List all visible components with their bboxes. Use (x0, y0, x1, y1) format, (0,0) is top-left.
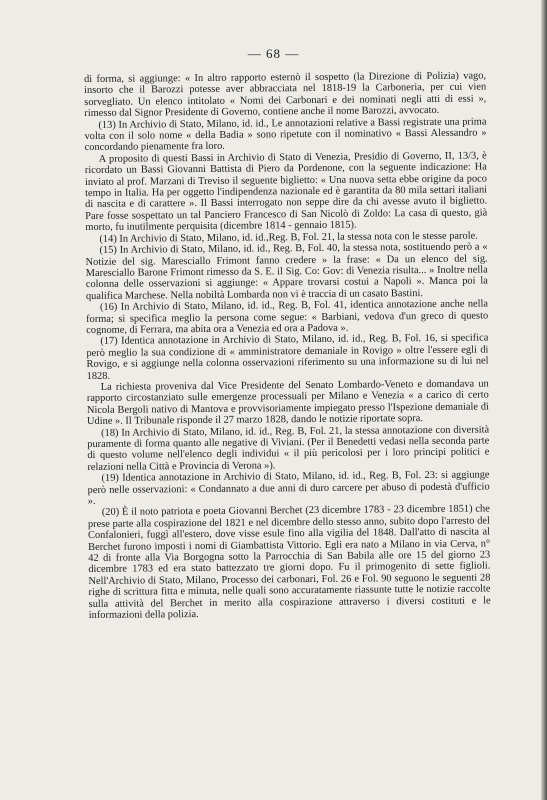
paragraph: La richiesta proveniva dal Vice Presidente del Senato Lombardo-Veneto e domandava un rapporto circostanziato sulle emergenze processuali per Milano e Venezia « a carico di certo Nicola Bergoli nativo di Mantova e provvisoriamente impiegato presso l'Ispezione demaniale di Udine ». Il Tribunale risponde il 27 marzo 1828, dando le notizie riportate sopra. (86, 378, 489, 428)
paragraph: (14) In Archivio di Stato, Milano, id. id.,Reg. B, Fol. 21, la stessa nota con le stesse parole. (99, 230, 478, 245)
paragraph: (19) Identica annotazione in Archivio di Stato, Milano, id. id., Reg. B, Fol. 23: si aggiunge però nelle osservazioni: « Condannato a due anni di duro carcere per abuso di podestà d'ufficio ». (87, 469, 490, 508)
page-number: — 68 — (247, 46, 300, 61)
page-edge-shadow (541, 0, 547, 800)
paragraph: (16) In Archivio di Stato, Milano, id. id., Reg. B, Fol. 41, identica annotazione anche nella forma; si specifica meglio la persona come segue: « Barbiani, vedova d'un greco di questo cognome, di Ferrara, ma abita ora a Venezia ed ora a Padova ». (86, 298, 489, 336)
paragraph: (15) In Archivio di Stato, Milano, id. id., Reg. B, Fol. 40, la stessa nota, sostituendo però a « Notizie del sig. Maresciallo Frimont fanno credere » la frase: « Da un elenco del sig. Maresciallo Barone Frimont rimesso da S. E. il Sig. Co: Gov: di Venezia risulta... » Inoltre nella colonna delle osservazioni si aggiunge: « Appare trovarsi costui a Napoli ». Manca poi la qualifica Marchese. Nella nobiltà Lombarda non vi è traccia di un casato Bastini. (85, 241, 488, 302)
paragraph: A proposito di questi Bassi in Archivio di Stato di Venezia, Presidio di Governo, II, 13/3, è ricordato un Bassi Giovanni Battista di Piero da Pordenone, con la seguente indicazione: Ha inviato al prof. Marzani di Treviso il seguente biglietto: « Una nuova setta ebbe origine da poco tempo in Italia. Ha per oggetto l'indipendenza nazionale ed è garantita da 80 mila settari italiani di nascita e di carattere ». Il Bassi interrogato non seppe dire da chi avesse avuto il biglietto. Pare fosse sospettato un tal Panciero Francesco di San Nicolò di Zoldo: La casa di questo, già morto, fu inutilmente perquisita (dicembre 1814 - gennaio 1815). (84, 150, 488, 234)
paragraph: (20) È il noto patriota e poeta Giovanni Berchet (23 dicembre 1783 - 23 dicembre 1851) che prese parte alla cospirazione del 1821 e nel dicembre dello stesso anno, subito dopo l'arresto del Confalonieri, fuggì all'estero, dove visse esule fino alla vigilia del 1848. Dall'atto di nascita al Berchet furono imposti i nomi di Giambattista Vittorio. Egli era nato a Milano in via Cerva, n° 42 di fronte alla Via Borgogna sotto la Parrocchia di San Babila alle ore 15 del giorno 23 dicembre 1783 ed era stato battezzato tre giorni dopo. Fu il primogenito di sette figlioli. Nell'Archivio di Stato, Milano, Processo dei carbonari, Fol. 26 e Fol. 90 seguono le seguenti 28 righe di scrittura fitta e minuta, nelle quali sono accuratamente riassunte tutte le notizie raccolte sulla attività del Berchet in merito alla cospirazione attraverso i diversi costituti e le informazioni della polizia. (87, 503, 491, 622)
paragraph: (13) In Archivio di Stato, Milano, id. id., Le annotazioni relative a Bassi registrate una prima volta con il solo nome « della Badia » sono ripetute con il nominativo « Bassi Alessandro » concordando pienamente fra loro. (84, 116, 487, 154)
paragraph: (18) In Archivio di Stato, Milano, id. id., Reg. B, Fol. 21, la stessa annotazione con diversità puramente di forma quanto alle negative di Viviani. (Per il Benedetti vedasi nella seconda parte di questo volume nell'elenco degli individui « il più pericolosi per i loro principi politici e relazioni nella Città e Provincia di Verona »). (87, 424, 490, 473)
footnotes-text (84, 70, 491, 621)
paragraph: (17) Identica annotazione in Archivio di Stato, Milano, id. id., Reg. B, Fol. 16, si specifica però meglio la sua condizione di « amministratore demaniale in Rovigo » oltre l'essere egli di Rovigo, e si aggiunge nella colonna osservazioni riferimento su una informazione su di lui nel 1828. (86, 332, 489, 382)
paragraph: di forma, si aggiunge: « In altro rapporto esternò il sospetto (la Direzione di Polizia) vago, insorto che il Barozzi potesse aver abbracciata nel 1818-19 la Carboneria, per cui vien sorvegliato. Un elenco intitolato « Nomi dei Carbonari e dei nominati negli atti di essi », rimesso dal Signor Presidente di Governo, contiene anche il nome Barozzi, avvocato. (84, 70, 487, 120)
